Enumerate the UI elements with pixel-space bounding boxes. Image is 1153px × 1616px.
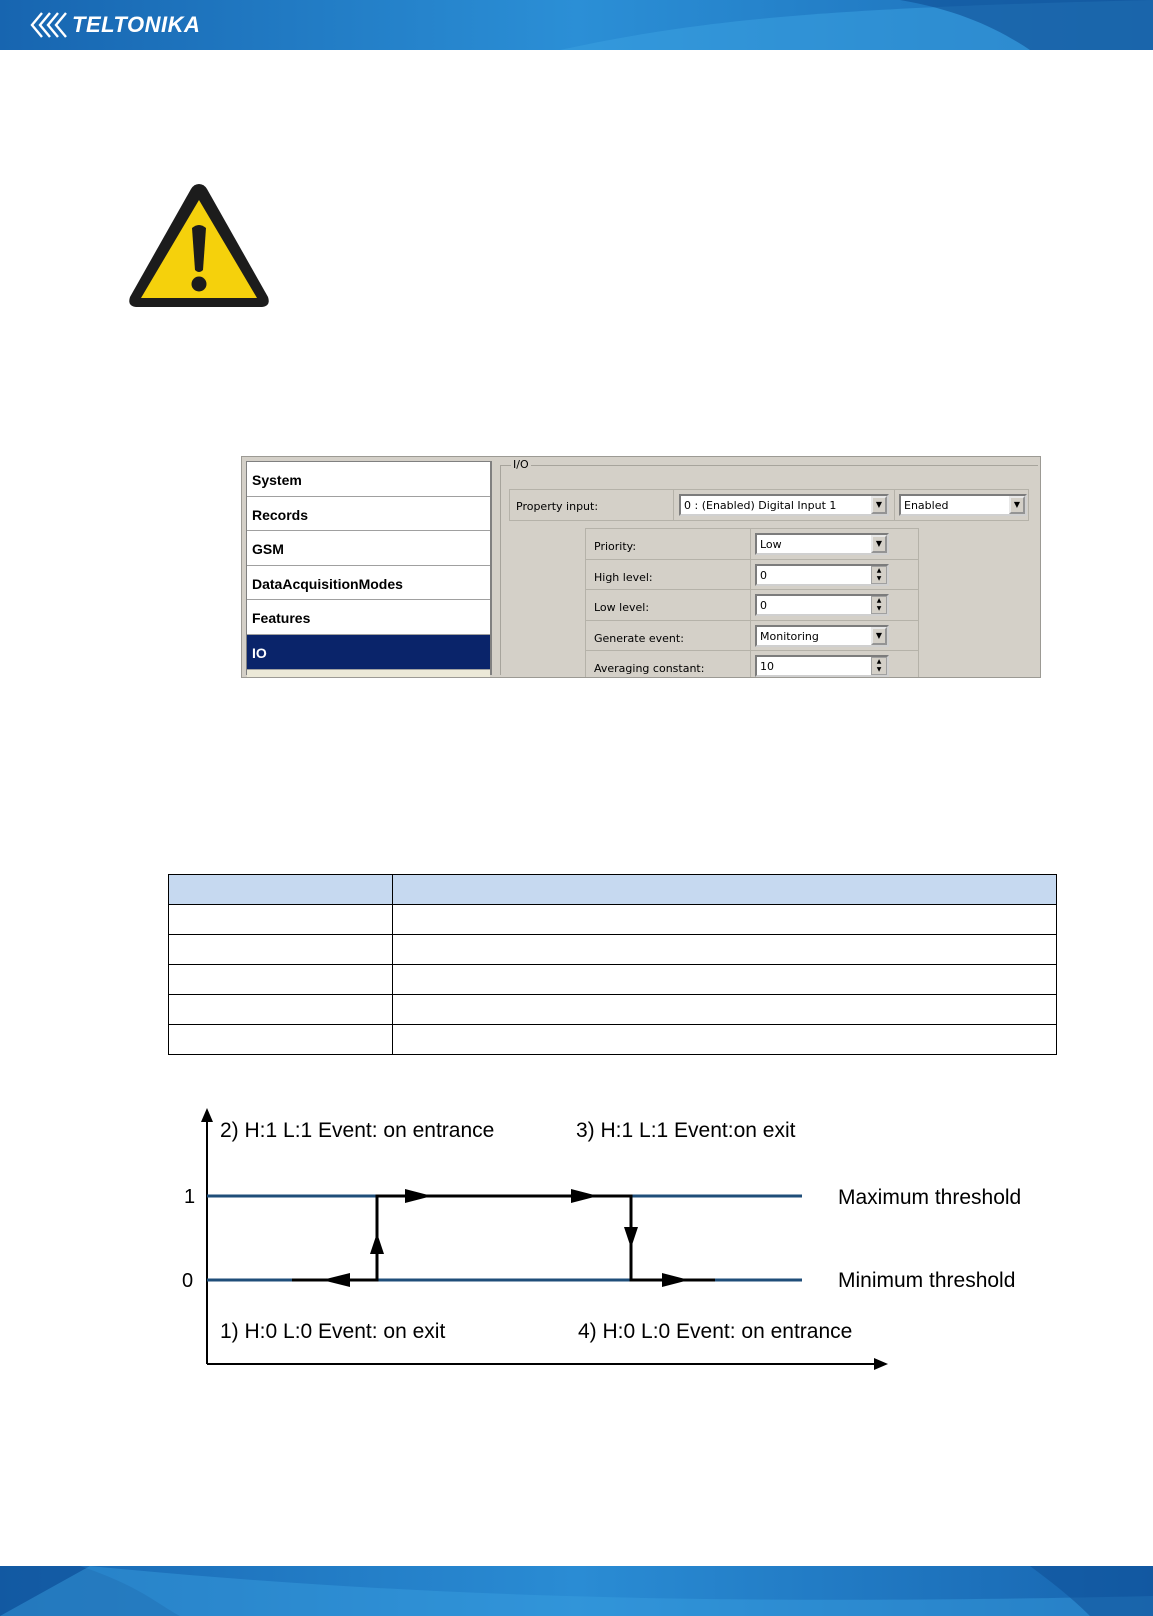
- spinner-arrows-icon[interactable]: ▲ ▼: [871, 596, 887, 614]
- priority-select[interactable]: [755, 533, 889, 555]
- generate-event-value: Monitoring: [760, 629, 819, 643]
- table-header-cell: [393, 875, 1057, 905]
- y-tick-0: 0: [182, 1270, 194, 1292]
- chevron-down-icon[interactable]: ▼: [871, 627, 887, 645]
- property-input-label: Property input:: [516, 500, 599, 513]
- low-level-row: [586, 590, 918, 621]
- high-level-row: [586, 560, 918, 591]
- low-level-value: 0: [760, 599, 767, 612]
- averaging-constant-label: Averaging constant:: [594, 662, 705, 675]
- table-header-row: [169, 875, 1057, 905]
- generate-event-row: [586, 621, 918, 652]
- table-cell: [393, 965, 1057, 995]
- label-entrance-low: 4) H:0 L:0 Event: on entrance: [578, 1320, 853, 1343]
- arrow-right-icon: [322, 1273, 350, 1287]
- sidebar-item-features[interactable]: Features: [247, 600, 490, 635]
- high-level-value: 0: [760, 568, 767, 582]
- table-cell: [169, 1025, 393, 1055]
- property-state-value: Enabled: [904, 499, 949, 512]
- table-cell: [169, 965, 393, 995]
- sidebar-scroll-area: [247, 670, 490, 678]
- warning-triangle-icon: [124, 178, 274, 313]
- generate-event-label: Generate event:: [594, 631, 684, 645]
- table-row: [169, 995, 1057, 1025]
- table-row: [169, 1025, 1057, 1055]
- table-cell: [169, 995, 393, 1025]
- property-state-select[interactable]: [899, 494, 1027, 516]
- minimum-threshold-label: Minimum threshold: [838, 1269, 1016, 1292]
- io-configurator-window: [241, 456, 1041, 678]
- io-group-title: I/O: [513, 458, 529, 471]
- row-divider: [750, 560, 751, 590]
- sidebar-item-gsm[interactable]: GSM: [247, 531, 490, 566]
- low-level-stepper[interactable]: [755, 594, 889, 616]
- high-level-label: High level:: [594, 570, 653, 584]
- table-row: [169, 965, 1057, 995]
- threshold-event-diagram: [170, 1106, 1070, 1381]
- high-level-stepper[interactable]: [755, 564, 889, 586]
- sidebar-item-records[interactable]: Records: [247, 497, 490, 532]
- chevron-down-icon[interactable]: ▼: [871, 535, 887, 553]
- sidebar-item-system[interactable]: System: [247, 462, 490, 497]
- io-group-box: [500, 458, 1038, 675]
- row-divider: [750, 621, 751, 651]
- property-row-divider: [673, 490, 674, 520]
- table-row: [169, 905, 1057, 935]
- table-cell: [169, 935, 393, 965]
- page-header: [0, 0, 1153, 50]
- logo-text: TELTONIKA: [72, 12, 201, 37]
- low-level-label: Low level:: [594, 601, 650, 614]
- property-row-divider-2: [894, 490, 895, 520]
- table-cell: [393, 905, 1057, 935]
- arrow-right-icon: [571, 1189, 598, 1203]
- row-divider: [750, 651, 751, 678]
- sidebar-item-io[interactable]: IO: [247, 635, 490, 670]
- property-input-value: 0 : (Enabled) Digital Input 1: [684, 499, 837, 512]
- footer-band: [0, 1566, 1153, 1616]
- property-input-select[interactable]: [679, 494, 889, 516]
- priority-value: Low: [760, 538, 782, 551]
- table-cell: [393, 935, 1057, 965]
- table-row: [169, 935, 1057, 965]
- signal-path: [292, 1196, 715, 1280]
- config-sidebar: [246, 461, 492, 675]
- arrow-down-icon: [624, 1227, 638, 1248]
- averaging-constant-stepper[interactable]: [755, 655, 889, 677]
- averaging-constant-row: [586, 651, 918, 678]
- teltonika-logo: [28, 8, 200, 42]
- label-exit-low: 1) H:0 L:0 Event: on exit: [220, 1320, 446, 1343]
- chevron-down-icon[interactable]: ▼: [871, 496, 887, 514]
- priority-row: [586, 529, 918, 560]
- averaging-constant-value: 10: [760, 660, 774, 673]
- y-tick-1: 1: [184, 1186, 196, 1208]
- property-input-row: [509, 489, 1029, 521]
- arrow-right-icon: [405, 1189, 432, 1203]
- generate-event-select[interactable]: [755, 625, 889, 647]
- row-divider: [750, 529, 751, 559]
- priority-label: Priority:: [594, 540, 637, 553]
- label-entrance-high: 2) H:1 L:1 Event: on entrance: [220, 1119, 495, 1142]
- sidebar-item-data-acquisition-modes[interactable]: DataAcquisitionModes: [247, 566, 490, 601]
- y-axis-arrow-icon: [201, 1108, 213, 1122]
- row-divider: [750, 590, 751, 620]
- arrow-up-icon: [370, 1233, 384, 1254]
- arrow-right-icon: [662, 1273, 689, 1287]
- page-footer: [0, 1566, 1153, 1616]
- table-cell: [393, 995, 1057, 1025]
- x-axis-arrow-icon: [874, 1358, 888, 1370]
- parameters-table: [168, 874, 1057, 1055]
- io-parameters-grid: [585, 528, 919, 678]
- spinner-arrows-icon[interactable]: ▲ ▼: [871, 566, 887, 584]
- label-exit-high: 3) H:1 L:1 Event:on exit: [576, 1119, 796, 1142]
- spinner-arrows-icon[interactable]: ▲ ▼: [871, 657, 887, 675]
- table-cell: [393, 1025, 1057, 1055]
- maximum-threshold-label: Maximum threshold: [838, 1186, 1022, 1209]
- chevron-down-icon[interactable]: ▼: [1009, 496, 1025, 514]
- table-header-cell: [169, 875, 393, 905]
- logo-mark-icon: [28, 10, 68, 40]
- table-cell: [169, 905, 393, 935]
